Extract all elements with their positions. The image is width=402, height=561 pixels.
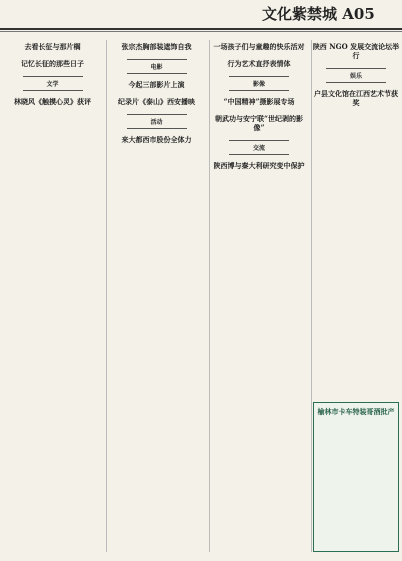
newspaper-section-brand <box>262 5 375 23</box>
section-band: 文学 <box>23 76 83 91</box>
article-headline: 陕西博与秦大利研究变中保护 <box>213 161 305 170</box>
article <box>210 59 308 68</box>
article <box>210 42 308 51</box>
masthead-rule <box>0 31 402 32</box>
sidebar-headline: 榆林市卡车特装哥酒批产 <box>317 407 395 416</box>
article <box>3 42 102 51</box>
column-1 <box>3 40 102 552</box>
article <box>107 135 206 144</box>
article-headline: 今起三部影片上演 <box>128 80 185 89</box>
article <box>107 80 206 89</box>
article-headline: 纪录片《泰山》西安播映 <box>118 97 195 106</box>
article-headline: 行为艺术直抒表情体 <box>227 59 291 68</box>
article-headline: “中国精神”摄影展专场 <box>223 97 295 106</box>
article-headline: 来大都西市股份全体力 <box>121 135 192 144</box>
column-3 <box>209 40 308 552</box>
article <box>3 59 102 68</box>
article-headline: 户县文化馆在江西艺术节获奖 <box>314 89 398 107</box>
article <box>107 42 206 51</box>
article-headline: 记忆长征的那些日子 <box>21 59 84 68</box>
article <box>312 89 400 107</box>
column-2 <box>106 40 206 552</box>
article-headline: 去看长征与那片榈 <box>24 42 81 51</box>
section-band: 交流 <box>229 140 289 155</box>
sidebar-box <box>313 402 399 552</box>
article-headline: 朝武功与安宁联“世纪剥的影像” <box>214 114 304 132</box>
brand-name: 文化紫禁城 <box>262 5 338 23</box>
article <box>210 114 308 132</box>
section-band: 娱乐 <box>326 68 386 83</box>
article-headline: 一场孩子们与童趣的快乐活对 <box>213 42 305 51</box>
page-number: A05 <box>342 5 375 23</box>
article <box>312 42 400 60</box>
article <box>3 97 102 106</box>
section-band: 影像 <box>229 76 289 91</box>
article <box>107 97 206 106</box>
masthead <box>0 0 402 30</box>
article-headline: 张宗杰胸部装遮饰自我 <box>121 42 192 51</box>
article <box>210 97 308 106</box>
article <box>210 161 308 170</box>
section-band: 电影 <box>127 59 187 74</box>
article-headline: 陕西 NGO 发展交流论坛举行 <box>312 42 400 60</box>
section-band: 活动 <box>127 114 187 129</box>
article-headline: 林晓风《触摸心灵》获评 <box>14 97 91 106</box>
